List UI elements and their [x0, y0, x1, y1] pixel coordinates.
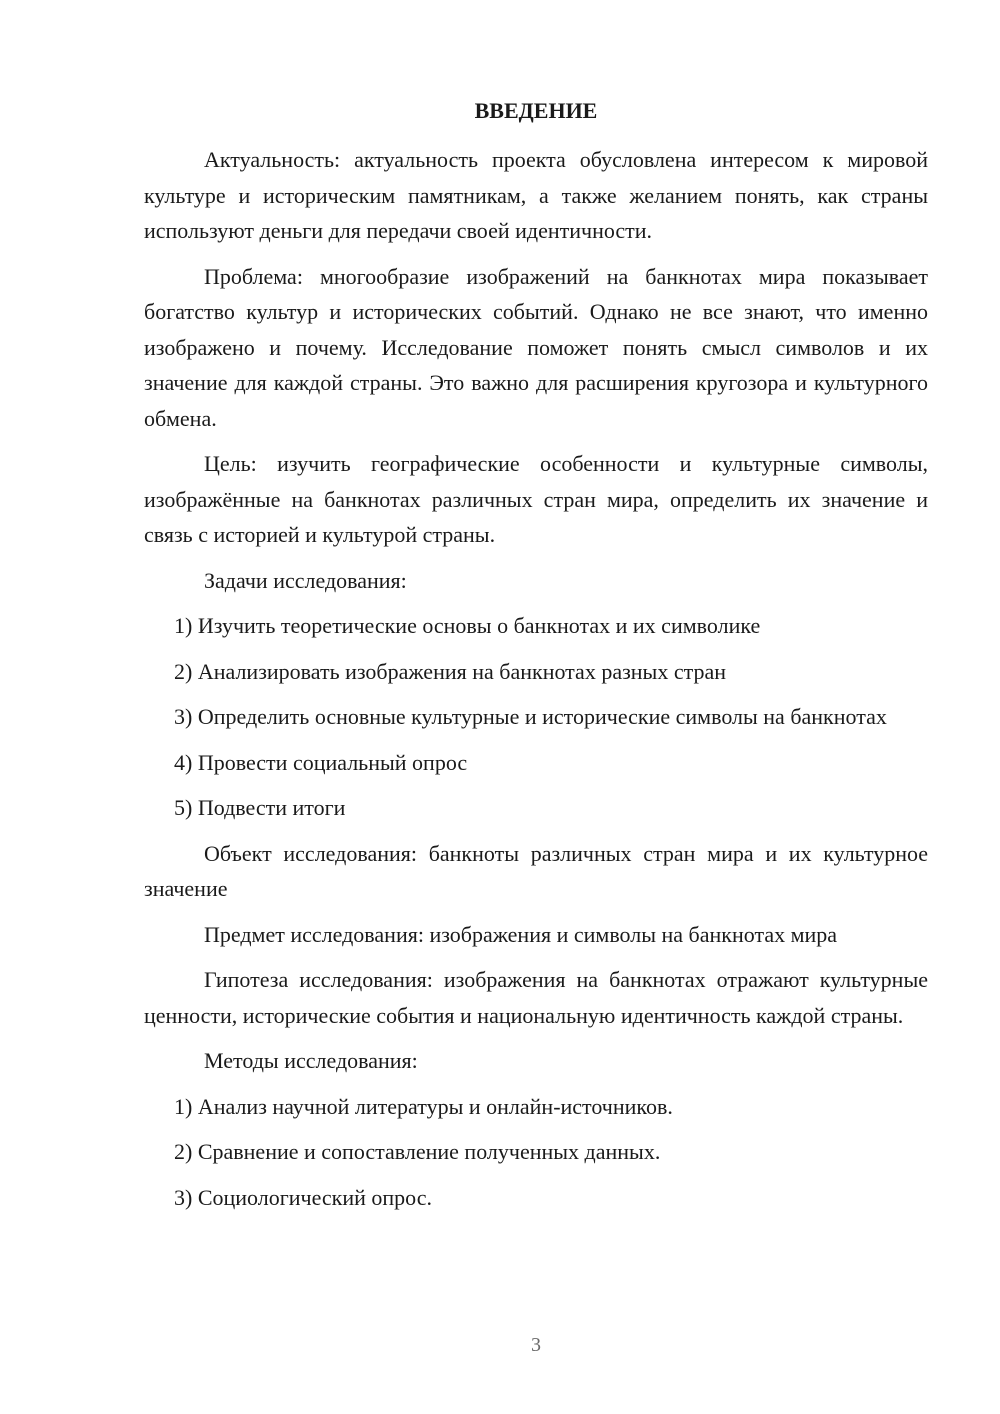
methods-heading: Методы исследования: [204, 1048, 418, 1073]
goal-paragraph: Цель: изучить географические особенности и культурные символы, изображённые на банкнотах различных стран мира, определить их значение и связь с историей и культурой страны. [144, 451, 928, 547]
object-paragraph: Объект исследования: банкноты различных стран мира и их культурное значение [144, 840, 928, 901]
task-item: 4) Провести социальный опрос [174, 749, 468, 775]
relevance-paragraph: Актуальность: актуальность проекта обусловлена интересом к мировой культуре и историческим памятникам, а также желанием понять, как страны используют деньги для передачи своей идентичности. [144, 147, 928, 243]
page-number: 3 [531, 1334, 541, 1356]
task-item: 3) Определить основные культурные и исторические символы на банкнотах [174, 704, 887, 729]
tasks-heading: Задачи исследования: [204, 567, 407, 593]
task-item: 5) Подвести итоги [174, 795, 346, 820]
page-title: ВВЕДЕНИЕ [474, 98, 598, 123]
method-item: 2) Сравнение и сопоставление полученных данных. [174, 1139, 661, 1164]
subject-paragraph: Предмет исследования: изображения и символы на банкнотах мира [204, 921, 838, 947]
hypothesis-paragraph: Гипотеза исследования: изображения на банкнотах отражают культурные ценности, исторические события и национальную идентичность каждой страны. [144, 967, 928, 1028]
task-item: 2) Анализировать изображения на банкнотах разных стран [174, 658, 727, 684]
method-item: 3) Социологический опрос. [174, 1184, 432, 1210]
document-body [144, 142, 928, 1225]
problem-paragraph: Проблема: многообразие изображений на банкнотах мира показывает богатство культур и исторических событий. Однако не все знают, что именно изображено и почему. Исследование поможет понять смысл символов и их значение для каждой страны. Это важно для расширения кругозора и культурного обмена. [144, 263, 928, 431]
method-item: 1) Анализ научной литературы и онлайн-источников. [174, 1093, 673, 1119]
task-item: 1) Изучить теоретические основы о банкнотах и их символике [174, 613, 761, 638]
